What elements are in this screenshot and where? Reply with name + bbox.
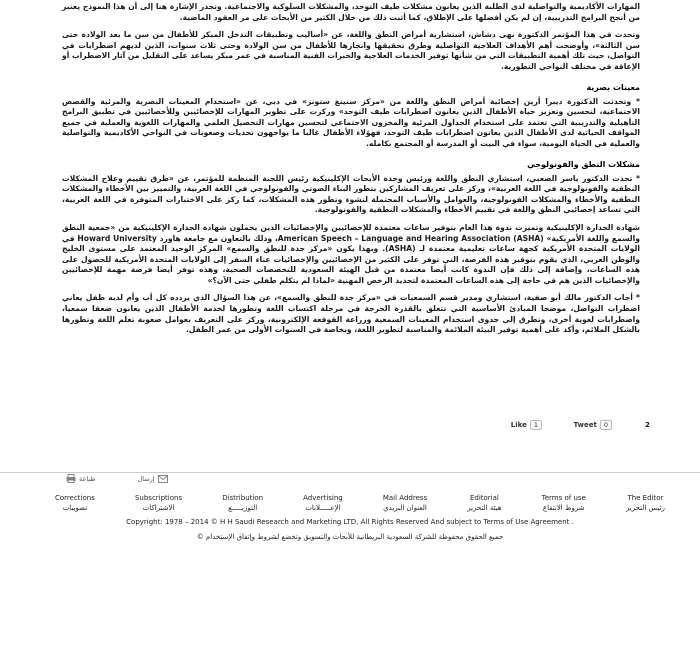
footer-nav-item[interactable] (383, 493, 427, 513)
footer-nav-item[interactable] (626, 493, 665, 513)
tweet-label: Tweet (573, 421, 597, 429)
article-paragraph: * أجاب الدكتور مالك أبو صفية، استشاري ومدير قسم السمعيات في «مركز جدة للنطق والسمع»، عن هذا السؤال الذي يردده كل أب وأم لديه طفل يعاني اضطراب التواصل، موضحا المبادئ الأساسية التي تتعلق بالقدرة الحرجة في مرحلة اكتساب اللغة وتطورها لخدمة الأطفال الذين يعانون ضعفا سمعيا، واضطرابات لغوية أخرى، وتطرق إلى جدوى استخدام المعينات السمعية وزراعة القوقعة الإلكترونية، وركز على التعريف بعوامل صعوبة تعلم اللغة وتطورها بالشكل الملائم، وأكد على أهمية توفير البيئة الملائمة والمناسبة لتطوير اللغة، وبخاصة في السنوات الأولى من عمر الطفل. (62, 293, 640, 335)
footer-nav-label-en: Corrections (55, 494, 95, 502)
footer-nav-item[interactable] (542, 493, 586, 513)
footer-nav-label-en: Advertising (303, 494, 343, 502)
footer-nav-item[interactable] (55, 493, 95, 513)
footer-nav-label-ar: التوزيـــــع (228, 504, 258, 512)
article-paragraph: وتحدث في هذا المؤتمر الدكتورة نهى دشاش، استشارية أمراض النطق واللغة، عن «أساليب وتطبيقات التدخل المبكر للأطفال من سن ما بعد الولادة حتى سن الثالثة»، وأوضحت أهم الأهداف العلاجية التواصلية وطرق تحقيقها وانجازها للأطفال من سن الولادة وحتى ثلاث سنوات، الذين لديهم اضطرابات في التواصل، حيث تلك أهمية التطبيقات التي من شأنها توفير الخدمات العلاجية والخبرات الفنية المناسبة في عمر مبكر يساعد على التقليل من آثار الاضطراب أو الإعاقة في مختلف النواحي التطورية. (62, 30, 640, 71)
print-icon (66, 474, 76, 483)
article-paragraph: * تحدث الدكتور ياسر الصعبي، استشاري النطق واللغة ورئيس وحدة الأبحاث الإكلينيكية رئيس اللجنة المنظمة للمؤتمر، عن «طرق تقييم وعلاج المشكلات النطقية والفونولوجية في اللغة العربية»، وركز على تعريف المشاركين بتطور البناء الصوتي والفونولوجي في اللغة العربية، والتمييز بين الأخطاء والمشكلات النطقية والأخطاء والمشكلات الفونولوجية، والعوامل والأسباب المحتملة لنشوء وتطور هذه المشكلات، كما ركز على الاختبارات المتوفرة في اللغة العربية، التي تساعد إخصائيي النطق واللغة في تقييم الأخطاء والمشكلات النطقية والفونولوجية. (62, 173, 640, 215)
footer-nav-label-en: Subscriptions (134, 494, 183, 502)
footer-nav-label-ar: الاشتراكات (142, 504, 175, 512)
footer-nav-item[interactable] (135, 493, 182, 513)
footer-nav-label-en: Editorial (469, 494, 499, 502)
footer-nav-item[interactable] (222, 493, 263, 513)
envelope-icon (158, 475, 168, 483)
footer-nav-label-ar: العنوان البريدي (383, 504, 427, 512)
copyright-text: Copyright: 1978 – 2014 © H H Saudi Research and Marketing LTD, All Rights Reserved And subject to Terms of Use Agreement . (126, 518, 574, 526)
footer-nav-label-en: Mail Address (382, 494, 428, 502)
article-paragraph: شهادة الجدارة الإكلينيكية وتميزت ندوة هذا العام بتوفير ساعات معتمدة للإخصائيين والإخصائيات الذين يحملون شهادة الجدارة الإكلينيكية من «جمعية النطق والسمع واللغة الأمريكية» (American Speech – Language and Hearing Association (ASHA، وذلك بالتعاون مع جامعة هاورد Howard University في الولايات المتحدة الأمريكية كجهة ساعات تعليمية معتمدة لـ (ASHA). وبهذا يكون «مركز جدة للنطق والسمع» المركز الوحيد المعتمد على مستوى الخليج والوطن العربي، الذي يقوم بتوفير هذه الفرصة، التي توفر على الكثير من الإخصائيين والإخصائيات عناء السفر إلى الولايات المتحدة الأمريكية للحصول على هذه الساعات، وإضافة إلى ذلك فإن الندوة كانت أيضا معتمدة من قبل الهيئة السعودية للتخصصات الصحية، وهذه توفر أيضا فرصة مهمة للإخصائيين والإخصائيات الذين هم في حاجة إلى هذه الساعات المعتمدة لتجديد الرخص المهنية «لماذا لم يتكلم طفلي حتى الآن؟» (62, 222, 641, 285)
print-tool[interactable] (66, 474, 95, 483)
footer-nav-item[interactable] (303, 493, 343, 513)
article-paragraph: المهارات الأكاديمية والتواصلية لدى الطلبة الذين يعانون مشكلات طيف التوحد، والمشكلات السلوكية والاجتماعية. وتجدر الإشارة هنا إلى أن هذا النموذج يعتبر من أنجح البرامج التدريبية، إن لم يكن أفضلها على الإطلاق، كما أثبت ذلك من خلال الكثير من الأبحاث على مر العقود الماضية. (62, 2, 640, 22)
article-paragraph: * وتحدثت الدكتورة ديبرا أرين إخصائية أمراض النطق واللغة من «مركز ستيتغ ستونز» في دبي، عن «استخدام المعينات البصرية والمرئية والقصص الاجتماعية، لتحسين وتعزيز حياة الأطفال الذين يعانون اضطرابات طيف التوحد» وركزت على تطوير المهارات للإخصائيين وللأخصائيين في تطبيق البرامج التأهيلية والتدريبية التي تعتمد على استخدام الجداول المرئية والمخزون الاجتماعي لتحسين مهارات التحصيل العلمي والمهارات اللغوية والعملية في جميع المواقف الحياتية لدى الأطفال الذين يعانون اضطرابات طيف التوحد، فهؤلاء الأطفال غالبا ما يواجهون تحديات وصعوبات في النواحي الأكاديمية والتواصلية والعملية في الحياة اليومية، سواء في البيت أو المدرسة أو المجتمع بكامله. (62, 96, 640, 148)
footer-divider (0, 472, 700, 473)
section-heading: مشكلات النطق والفونولوجي (527, 159, 640, 169)
send-tool[interactable] (137, 474, 167, 483)
footer-nav-label-en: Terms of use (541, 494, 586, 502)
footer-nav-label-en: Distribution (222, 494, 264, 502)
like-label: Like (510, 421, 527, 429)
footer-nav-label-ar: الإعـــــلانات (305, 504, 341, 512)
footer-nav (55, 493, 665, 513)
article-body (62, 2, 640, 343)
tweet-button[interactable] (574, 420, 612, 430)
footer-nav-label-ar: شروط الانتفاع (542, 504, 585, 512)
like-count: 1 (530, 420, 542, 430)
tweet-count: 0 (600, 420, 612, 430)
print-label: طباعة (79, 474, 96, 483)
footer-nav-label-ar: تصويبات (62, 504, 88, 512)
social-share-row (480, 420, 640, 434)
copyright-text-arabic: جميع الحقوق محفوظة للشركة السعودية البريطانية للأبحاث والتسويق وتخضع لشروط وإتفاق الإستخدام © (196, 533, 504, 541)
footer-nav-label-en: The Editor (627, 494, 664, 502)
like-button[interactable] (511, 420, 542, 430)
footer-nav-item[interactable] (467, 493, 501, 513)
article-tools (66, 474, 168, 483)
section-heading: معينات بصرية (586, 82, 640, 92)
footer-nav-label-ar: رئيس التحرير (625, 504, 665, 512)
footer-nav-label-ar: هيئة التحرير (467, 504, 502, 512)
page-number[interactable]: 2 (645, 421, 650, 429)
send-label: إرسال (137, 474, 155, 483)
